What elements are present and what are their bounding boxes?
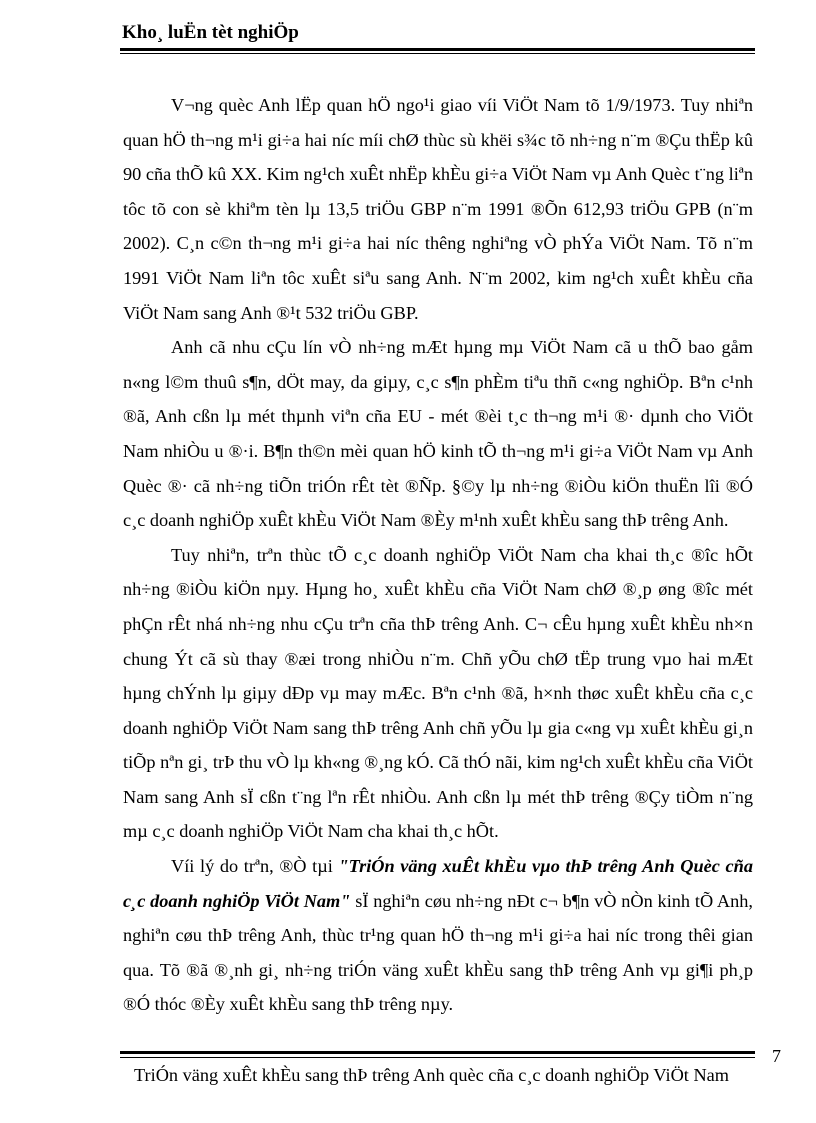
paragraph-3: Tuy nhiªn, trªn thùc tÕ c¸c doanh nghiÖp ViÖt Nam cha khai th¸c ®îc hÕt nh÷ng ®iÒu kiÖn nµy. Hµng ho¸ xuÊt khÈu cña ViÖt Nam chØ ®¸p øng ®îc mét phÇn rÊt nhá nh÷ng nhu cÇu trªn cña thÞ trêng Anh. C¬ cÊu hµng xuÊt khÈu nh×n chung Ýt cã sù thay ®æi trong nhiÒu n¨m. Chñ yÕu chØ tËp trung vµo hai mÆt hµng chÝnh lµ giµy dÐp vµ may mÆc. Bªn c¹nh ®ã, h×nh thøc xuÊt khÈu cña c¸c doanh nghiÖp ViÖt Nam sang thÞ trêng Anh chñ yÕu lµ gia c«ng vµ xuÊt khÈu gi¸n tiÕp nªn gi¸ trÞ thu vÒ lµ kh«ng ®¸ng kÓ. Cã thÓ nãi, kim ng¹ch xuÊt khÈu cña ViÖt Nam sang Anh sÏ cßn t¨ng lªn rÊt nhiÒu. Anh cßn lµ mét thÞ trêng ®Çy tiÒm n¨ng mµ c¸c doanh nghiÖp ViÖt Nam cha khai th¸c hÕt. [123,544,753,842]
paragraph-1: V¬ng quèc Anh lËp quan hÖ ngo¹i giao víi ViÖt Nam tõ 1/9/1973. Tuy nhiªn quan hÖ th¬ng m¹i gi÷a hai níc míi chØ thùc sù khëi s¾c tõ nh÷ng n¨m ®Çu thËp kû 90 cña thÕ kû XX. Kim ng¹ch xuÊt nhËp khÈu gi÷a ViÖt Nam vµ Anh Quèc t¨ng liªn tôc tõ con sè khiªm tèn lµ 13,5 triÖu GBP n¨m 1991 ®Õn 612,93 triÖu GPB (n¨m 2002). C¸n c©n th¬ng m¹i gi÷a hai níc thêng nghiªng vÒ phÝa ViÖt Nam. Tõ n¨m 1991 ViÖt Nam liªn tôc xuÊt siªu sang Anh. N¨m 2002, kim ng¹ch xuÊt khÈu cña ViÖt Nam sang Anh ®¹t 532 triÖu GBP. [123,95,753,323]
header-rule-thin [120,53,755,54]
header-rule-thick [120,48,755,51]
page-number: 7 [772,1046,781,1066]
paragraph-4-rest: sÏ nghiªn cøu nh÷ng nÐt c¬ b¶n vÒ nÒn kinh tÕ Anh, nghiªn cøu thÞ trêng Anh, thùc tr¹ng quan hÖ th¬ng m¹i gi÷a hai níc trong thêi gian qua. Tõ ®ã ®¸nh gi¸ nh÷ng triÓn väng xuÊt khÈu sang thÞ trêng Anh vµ gi¶i ph¸p ®Ó thóc ®Èy xuÊt khÈu sang thÞ trêng nµy. [123,890,753,1015]
body-text [123,88,753,1022]
running-footer-title: TriÓn väng xuÊt khÈu sang thÞ trêng Anh quèc cña c¸c doanh nghiÖp ViÖt Nam [134,1065,729,1085]
footer-rule-thin [120,1057,755,1058]
footer-rule-thick [120,1051,755,1054]
running-header-title: Kho¸ luËn tèt nghiÖp [122,22,299,43]
paragraph-4 [123,849,753,1022]
thesis-topic-title: "TriÓn väng xuÊt khÈu vµo thÞ trêng Anh Quèc cña c¸c doanh nghiÖp ViÖt Nam" [123,856,753,911]
paragraph-4-lead: Víi lý do trªn, ®Ò tµi [171,856,339,877]
paragraph-2: Anh cã nhu cÇu lín vÒ nh÷ng mÆt hµng mµ ViÖt Nam cã u thÕ bao gåm n«ng l©m thuû s¶n, dÖt may, da giµy, c¸c s¶n phÈm tiªu thñ c«ng nghiÖp. Bªn c¹nh ®ã, Anh cßn lµ mét thµnh viªn cña EU - mét ®èi t¸c th¬ng m¹i ®· dµnh cho ViÖt Nam nhiÒu u ®·i. B¶n th©n mèi quan hÖ kinh tÕ th¬ng m¹i gi÷a ViÖt Nam vµ Anh Quèc ®· cã nh÷ng tiÕn triÓn rÊt tèt ®Ñp. §©y lµ nh÷ng ®iÒu kiÖn thuËn lîi ®Ó c¸c doanh nghiÖp xuÊt khÈu ViÖt Nam ®Èy m¹nh xuÊt khÈu sang thÞ trêng Anh. [123,337,753,531]
